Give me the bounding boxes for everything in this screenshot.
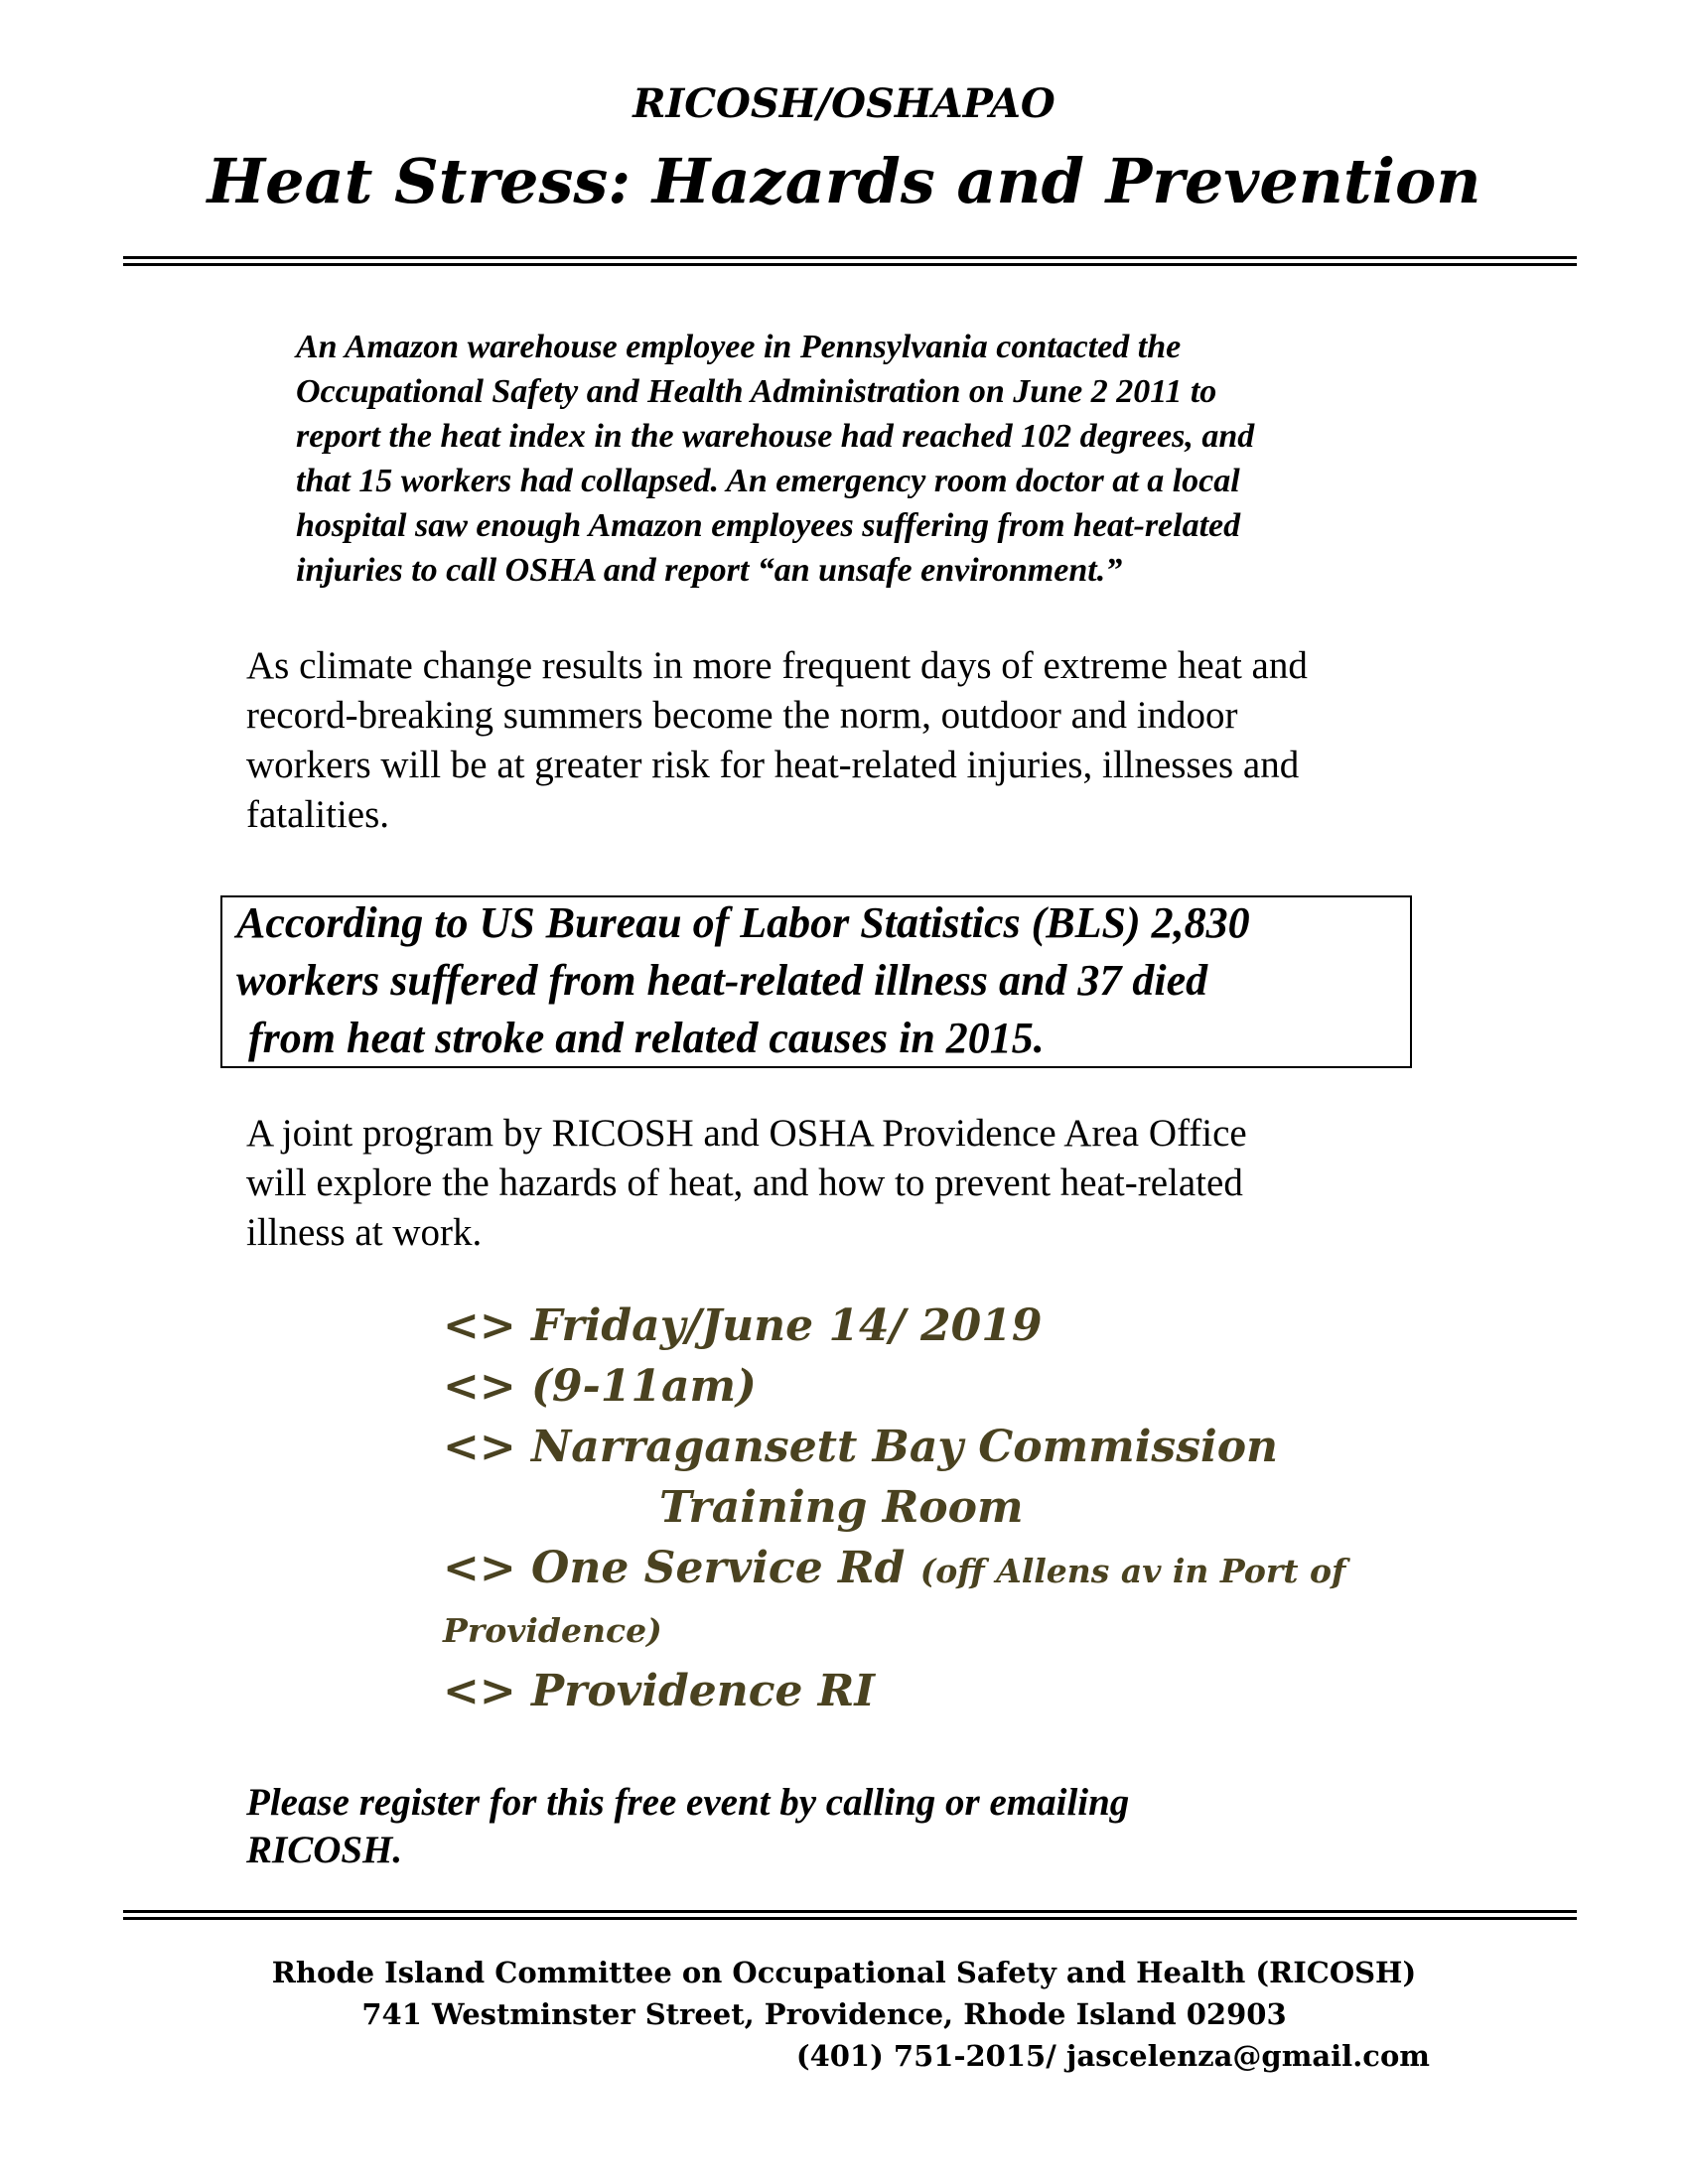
statistics-text: [236, 894, 1408, 1067]
intro-line: that 15 workers had collapsed. An emergency room doctor at a local: [296, 463, 1240, 499]
event-street-note-cont: Providence): [443, 1611, 662, 1650]
register-line: Please register for this free event by calling or emailing: [246, 1781, 1130, 1824]
footer-address: 741 Westminster Street, Providence, Rhode Island 02903: [361, 1997, 1287, 2031]
program-line: illness at work.: [246, 1211, 483, 1254]
climate-line: workers will be at greater risk for heat-related injuries, illnesses and: [246, 744, 1300, 786]
intro-line: report the heat index in the warehouse had reached 102 degrees, and: [296, 418, 1255, 455]
org-heading: RICOSH/OSHAPAO: [633, 80, 1055, 127]
intro-story: [296, 325, 1448, 593]
program-line: A joint program by RICOSH and OSHA Providence Area Office: [246, 1112, 1247, 1155]
footer-org: Rhode Island Committee on Occupational Safety and Health (RICOSH): [271, 1956, 1417, 1989]
event-venue-room: Training Room: [659, 1482, 1024, 1533]
intro-line: injuries to call OSHA and report “an unsafe environment.”: [296, 552, 1123, 589]
event-venue: <> Narragansett Bay Commission: [443, 1422, 1279, 1472]
event-time: <> (9-11am): [443, 1361, 757, 1412]
event-date: <> Friday/June 14/ 2019: [443, 1300, 1043, 1351]
intro-line: An Amazon warehouse employee in Pennsylvania contacted the: [296, 329, 1182, 365]
bottom-divider: [123, 1910, 1577, 1920]
climate-line: fatalities.: [246, 793, 390, 836]
event-street-note: (off Allens av in Port of: [919, 1552, 1346, 1590]
footer-contact: (401) 751-2015/ jascelenza@gmail.com: [795, 2039, 1430, 2073]
stat-line: According to US Bureau of Labor Statistics (BLS) 2,830: [236, 898, 1250, 947]
intro-line: hospital saw enough Amazon employees suffering from heat-related: [296, 507, 1241, 544]
climate-line: record-breaking summers become the norm, outdoor and indoor: [246, 694, 1238, 737]
program-paragraph: [246, 1109, 1537, 1258]
page-title: Heat Stress: Hazards and Prevention: [207, 145, 1481, 217]
program-line: will explore the hazards of heat, and how to prevent heat-related: [246, 1161, 1243, 1204]
register-line: RICOSH.: [246, 1829, 403, 1871]
stat-line: workers suffered from heat-related illness and 37 died: [236, 956, 1208, 1005]
footer: [0, 1952, 1688, 2077]
intro-line: Occupational Safety and Health Administration on June 2 2011 to: [296, 373, 1217, 410]
stat-line: from heat stroke and related causes in 2015.: [248, 1014, 1045, 1062]
top-divider: [123, 256, 1577, 266]
event-street-line: [443, 1538, 1634, 1601]
event-details: [443, 1296, 1634, 1721]
event-city: <> Providence RI: [443, 1666, 875, 1716]
event-street: <> One Service Rd: [443, 1543, 906, 1593]
register-note: [246, 1779, 1438, 1874]
climate-line: As climate change results in more frequent days of extreme heat and: [246, 644, 1308, 687]
climate-paragraph: [246, 641, 1537, 840]
